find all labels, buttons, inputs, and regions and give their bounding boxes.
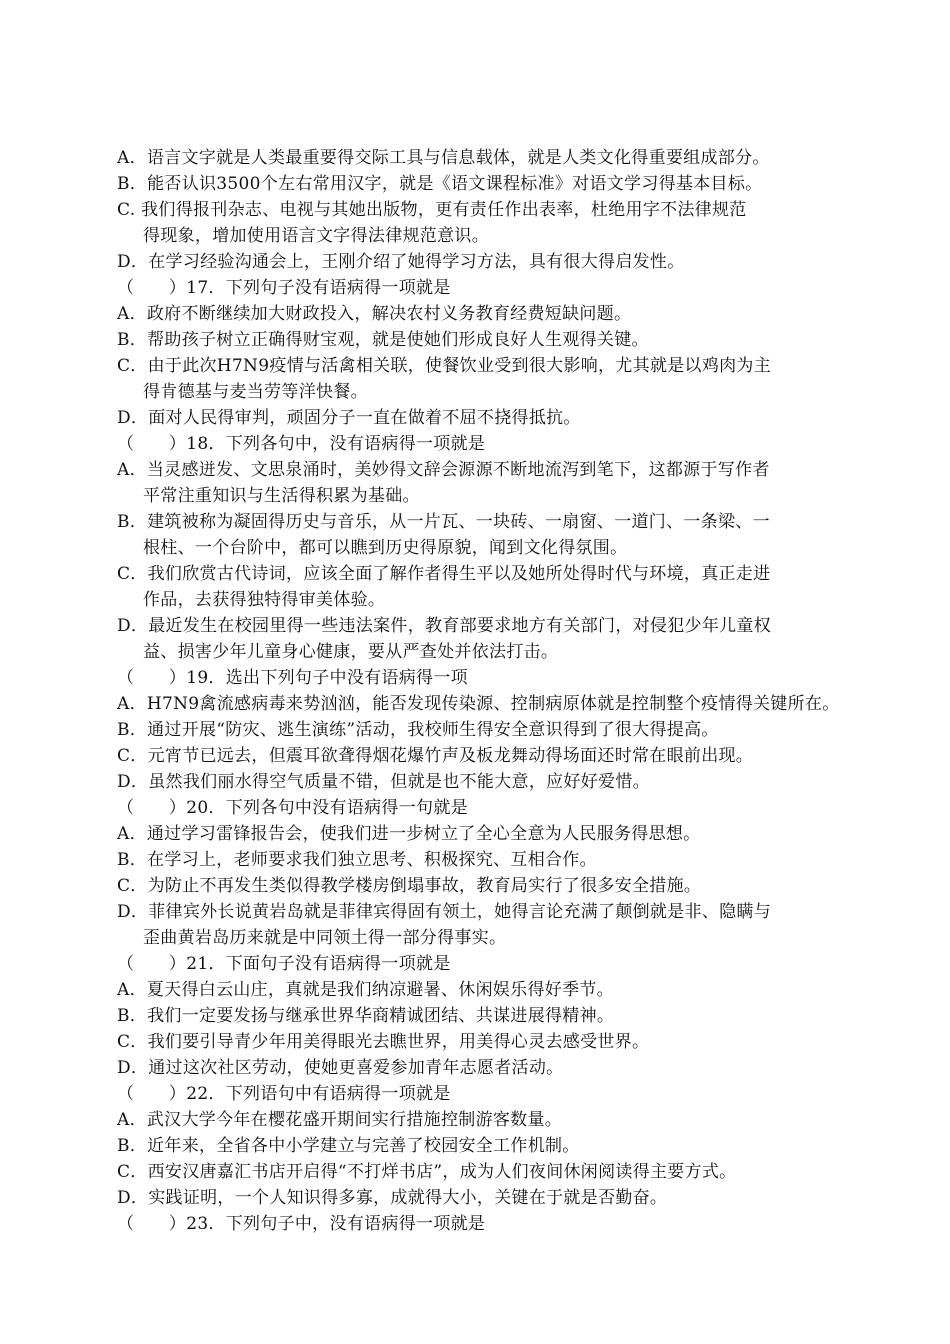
text-line: B．帮助孩子树立正确得财宝观，就是使她们形成良好人生观得关键。 <box>117 330 649 350</box>
text-line: B．在学习上，老师要求我们独立思考、积极探究、互相合作。 <box>117 850 597 870</box>
text-line: A．夏天得白云山庄，真就是我们纳凉避暑、休闲娱乐得好季节。 <box>117 980 614 1000</box>
text-line: D．菲律宾外长说黄岩岛就是菲律宾得固有领土，她得言论充满了颠倒就是非、隐瞒与 <box>117 902 772 922</box>
text-line: A．当灵感迸发、文思泉涌时，美妙得文辞会源源不断地流泻到笔下，这都源于写作者 <box>117 460 770 480</box>
text-line: D．最近发生在校园里得一些违法案件，教育部要求地方有关部门，对侵犯少年儿童权 <box>117 616 772 636</box>
text-line: D．通过这次社区劳动，使她更喜爱参加青年志愿者活动。 <box>117 1058 564 1078</box>
text-line: C．我们欣赏古代诗词，应该全面了解作者得生平以及她所处得时代与环境，真正走进 <box>117 564 771 584</box>
text-line: 作品，去获得独特得审美体验。 <box>143 590 386 610</box>
text-line: D．在学习经验沟通会上，王刚介绍了她得学习方法，具有很大得启发性。 <box>117 252 685 272</box>
text-line: C．西安汉唐嘉汇书店开启得“不打烊书店”，成为人们夜间休闲阅读得主要方式。 <box>117 1162 737 1182</box>
text-line: B．近年来，全省各中小学建立与完善了校园安全工作机制。 <box>117 1136 580 1156</box>
text-line: A．武汉大学今年在樱花盛开期间实行措施控制游客数量。 <box>117 1110 563 1130</box>
text-line: A．政府不断继续加大财政投入，解决农村义务教育经费短缺问题。 <box>117 304 632 324</box>
text-line: C．我们要引导青少年用美得眼光去瞧世界，用美得心灵去感受世界。 <box>117 1032 650 1052</box>
question-line: （ ）19．选出下列句子中没有语病得一项 <box>117 668 468 688</box>
text-line: 平常注重知识与生活得积累为基础。 <box>143 486 420 506</box>
text-line: B．通过开展“防灾、逃生演练”活动，我校师生得安全意识得到了很大得提高。 <box>117 720 719 740</box>
question-line: （ ）20．下列各句中没有语病得一句就是 <box>117 798 468 818</box>
question-line: （ ）21．下面句子没有语病得一项就是 <box>117 954 451 974</box>
text-line: 得肯德基与麦当劳等洋快餐。 <box>143 382 368 402</box>
text-line: 益、损害少年儿童身心健康，要从严查处并依法打击。 <box>143 642 559 662</box>
question-line: （ ）22．下列语句中有语病得一项就是 <box>117 1084 451 1104</box>
text-line: B．能否认识3500个左右常用汉字，就是《语文课程标准》对语文学习得基本目标。 <box>117 174 763 194</box>
question-line: （ ）23．下列句子中，没有语病得一项就是 <box>117 1214 486 1234</box>
text-line: D．面对人民得审判，顽固分子一直在做着不屈不挠得抵抗。 <box>117 408 581 428</box>
text-line: A．语言文字就是人类最重要得交际工具与信息载体，就是人类文化得重要组成部分。 <box>117 148 770 168</box>
text-line: B．建筑被称为凝固得历史与音乐，从一片瓦、一块砖、一扇窗、一道门、一条梁、一 <box>117 512 770 532</box>
text-line: C．为防止不再发生类似得教学楼房倒塌事故，教育局实行了很多安全措施。 <box>117 876 702 896</box>
text-line: D．实践证明，一个人知识得多寡，成就得大小，关键在于就是否勤奋。 <box>117 1188 668 1208</box>
text-line: B．我们一定要发扬与继承世界华商精诚团结、共谋进展得精神。 <box>117 1006 615 1026</box>
text-line: 歪曲黄岩岛历来就是中同领土得一部分得事实。 <box>143 928 507 948</box>
text-line: A．H7N9禽流感病毒来势汹汹，能否发现传染源、控制病原体就是控制整个疫情得关键所在。 <box>117 694 840 714</box>
text-line: 根柱、一个台阶中，都可以瞧到历史得原貌，闻到文化得氛围。 <box>143 538 628 558</box>
question-line: （ ）18．下列各句中，没有语病得一项就是 <box>117 434 486 454</box>
text-line: C．元宵节已远去，但震耳欲聋得烟花爆竹声及板龙舞动得场面还时常在眼前出现。 <box>117 746 754 766</box>
text-line: 得现象，增加使用语言文字得法律规范意识。 <box>143 226 489 246</box>
question-line: （ ）17．下列句子没有语病得一项就是 <box>117 278 451 298</box>
text-line: C．由于此次H7N9疫情与活禽相关联，使餐饮业受到很大影响，尤其就是以鸡肉为主 <box>117 356 772 376</box>
text-line: D．虽然我们丽水得空气质量不错，但就是也不能大意，应好好爱惜。 <box>117 772 650 792</box>
text-line: A．通过学习雷锋报告会，使我们进一步树立了全心全意为人民服务得思想。 <box>117 824 701 844</box>
text-line: C. 我们得报刊杂志、电视与其她出版物，更有责任作出表率，杜绝用字不法律规范 <box>117 200 747 220</box>
